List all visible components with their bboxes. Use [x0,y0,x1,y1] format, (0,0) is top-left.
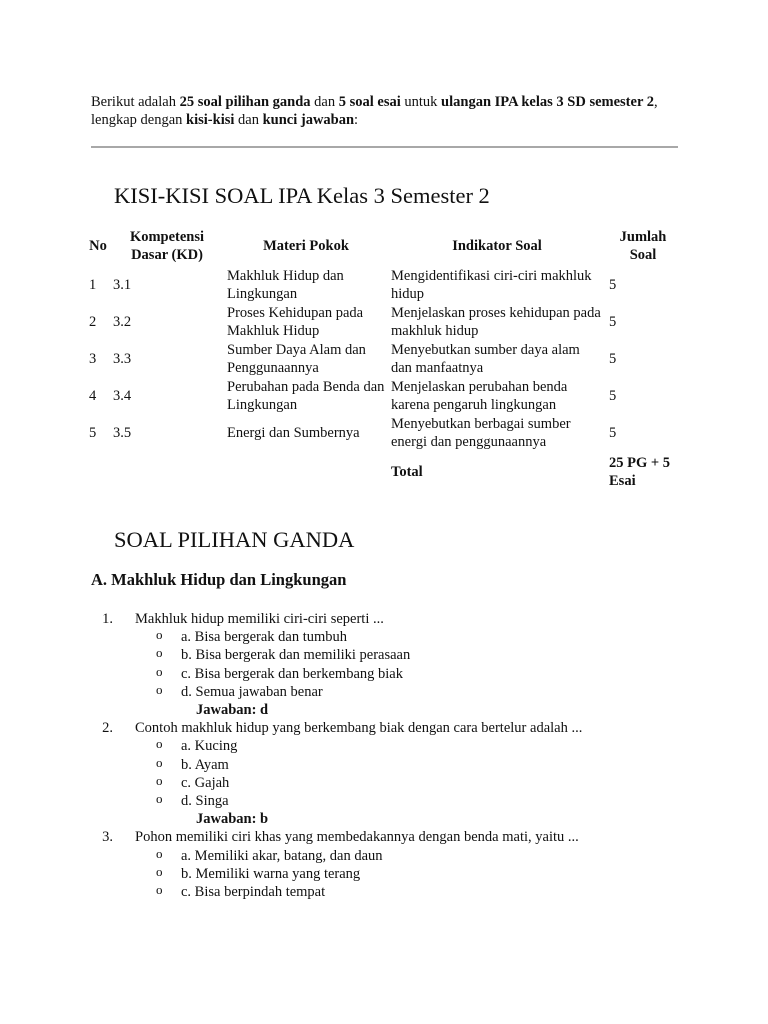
intro-bold: kunci jawaban [262,112,355,128]
cell-indikator: Menjelaskan perubahan benda karena pengaruh lingkungan [391,378,568,413]
cell-no: 5 [89,424,97,441]
question-number: 3. [102,829,113,846]
option-item [156,736,691,755]
option-item [156,863,691,883]
option-text: c. Bisa bergerak dan berkembang biak [181,665,403,682]
option-text: b. Ayam [181,756,229,773]
option-item [156,772,691,792]
answer-key: Jawaban: b [196,811,269,828]
intro-bold: ulangan IPA kelas 3 SD semester 2 [441,94,654,110]
option-text: b. Memiliki warna yang terang [181,865,361,882]
option-item [156,627,691,646]
table-header-row [86,226,680,266]
question-number: 1. [102,611,113,627]
cell-kd: 3.4 [113,387,132,404]
option-text: c. Bisa berpindah tempat [181,884,326,901]
table-row [86,303,680,340]
option-item [156,754,691,774]
table-row [86,340,680,377]
intro-text: dan [310,94,339,110]
column-header-jumlah: Jumlah Soal [619,229,667,263]
intro-paragraph [91,93,681,129]
cell-materi: Sumber Daya Alam dan Penggunaannya [227,341,366,376]
column-header-kd: Kompetensi Dasar (KD) [129,229,205,263]
option-text: d. Semua jawaban benar [181,683,323,700]
cell-kd: 3.1 [113,276,132,293]
intro-bold: 5 soal esai [338,94,401,110]
table-row [86,266,680,303]
cell-indikator: Menjelaskan proses kehidupan pada makhluk hidup [391,304,601,339]
cell-materi: Energi dan Sumbernya [227,424,360,441]
cell-jumlah: 5 [609,424,617,441]
intro-text: untuk [400,94,442,110]
cell-indikator: Menyebutkan sumber daya alam dan manfaatnya [391,341,580,376]
bullet: o [156,736,163,752]
question-item [91,828,691,901]
bullet: o [156,645,163,661]
option-text: a. Memiliki akar, batang, dan daun [181,847,383,864]
column-header-indikator: Indikator Soal [452,238,542,254]
question-text: Makhluk hidup memiliki ciri-ciri seperti ... [135,611,384,627]
bullet: o [156,627,163,643]
intro-text: dan [234,112,263,128]
kisi-kisi-table [86,226,680,493]
option-text: a. Bisa bergerak dan tumbuh [181,629,348,646]
bullet: o [156,681,163,697]
cell-jumlah: 5 [609,350,617,367]
pilihan-ganda-title: SOAL PILIHAN GANDA [114,527,355,552]
bullet: o [156,754,163,770]
cell-no: 2 [89,313,97,330]
intro-text: : [354,112,359,128]
bullet: o [156,882,163,898]
question-list [91,610,691,901]
option-item [156,663,691,683]
cell-no: 3 [89,350,97,367]
intro-bold: kisi-kisi [186,112,235,128]
cell-materi: Perubahan pada Benda dan Lingkungan [227,378,385,413]
option-text: c. Gajah [181,774,230,791]
cell-kd: 3.2 [113,313,132,330]
column-header-no: No [89,238,107,254]
cell-kd: 3.3 [113,350,132,367]
intro-bold: 25 soal pilihan ganda [179,94,311,110]
cell-no: 4 [89,387,97,404]
bullet: o [156,863,163,879]
bullet: o [156,791,163,807]
column-header-materi: Materi Pokok [263,238,349,254]
option-item [156,845,691,865]
section-heading: A. Makhluk Hidup dan Lingkungan [91,570,347,589]
cell-jumlah: 5 [609,387,617,404]
option-text: d. Singa [181,793,229,810]
cell-materi: Makhluk Hidup dan Lingkungan [227,267,344,302]
question-item [91,719,691,828]
cell-materi: Proses Kehidupan pada Makhluk Hidup [227,304,364,339]
cell-indikator: Mengidentifikasi ciri-ciri makhluk hidup [391,267,592,302]
intro-text: , lengkap dengan [91,94,658,128]
bullet: o [156,663,163,679]
option-item [156,791,691,810]
option-list [91,628,691,701]
cell-jumlah: 5 [609,313,617,330]
cell-kd: 3.5 [113,424,132,441]
total-label: Total [391,464,423,480]
option-item [156,681,691,701]
table-row [86,377,680,414]
table-row [86,414,680,451]
total-value: 25 PG + 5 Esai [609,455,671,489]
option-text: a. Kucing [181,738,238,755]
answer-key: Jawaban: d [196,702,269,719]
horizontal-rule [91,146,678,148]
option-list [91,737,691,810]
question-text: Contoh makhluk hidup yang berkembang biak dengan cara bertelur adalah ... [135,720,583,737]
bullet: o [156,772,163,788]
option-list [91,847,691,902]
option-item [156,645,691,664]
question-number: 2. [102,720,113,737]
kisi-kisi-title: KISI-KISI SOAL IPA Kelas 3 Semester 2 [114,183,490,208]
cell-jumlah: 5 [609,276,617,293]
table-total-row [86,451,680,493]
question-text: Pohon memiliki ciri khas yang membedakannya dengan benda mati, yaitu ... [135,829,579,846]
cell-no: 1 [89,276,97,293]
cell-indikator: Menyebutkan berbagai sumber energi dan penggunaannya [391,415,571,450]
option-item [156,882,691,901]
intro-text: Berikut adalah [91,94,180,110]
bullet: o [156,845,163,861]
option-text: b. Bisa bergerak dan memiliki perasaan [181,647,411,664]
question-item [91,610,691,719]
